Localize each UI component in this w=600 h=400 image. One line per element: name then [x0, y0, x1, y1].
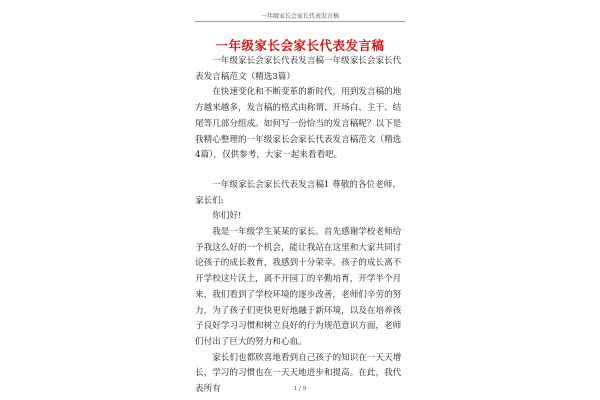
paragraph-gap [195, 164, 405, 178]
running-header: 一年级家长会家长代表发言稿 [260, 13, 339, 20]
body-paragraph: 我是一年级学生某某的家长。首先感谢学校老师给予我这么好的一个机会，能让我站在这里和大家共同讨论孩子的成长教育，我感到十分荣幸。孩子的成长离不开学校这片沃土，离不开园丁的辛勤培育，开学半个月来，我们看到了学校环境的逐步改善，老师们辛劳的努力，为了孩子们更快更好地融于新环境，以及在培养孩子良好学习习惯和树立良好的行为规范意识方面，老师们付出了巨大的努力和心血。 [195, 227, 402, 347]
speech-heading: 一年级家长会家长代表发言稿1 尊敬的各位老师、家长们: [195, 179, 401, 206]
body-paragraph: 家长们也都欣喜地看到自己孩子的知识在一天天增长，学习的习惯也在一天天地进步和提高。在此，我代表所有 [195, 352, 402, 395]
greeting: 你们好! [212, 211, 242, 222]
document-body [195, 54, 405, 398]
header-rule [195, 21, 405, 22]
body-paragraph: 在快速变化和不断变革的新时代，用到发言稿的地方越来越多，发言稿的格式由称谓、开场白、主干、结尾等几部分组成。如何写一份恰当的发言稿呢？以下是我精心整理的一年级家长会家长代表发言稿范文（精选4篇），仅供参考，大家一起来看看吧。 [195, 87, 402, 161]
page-number: 1 / 9 [293, 386, 307, 392]
document-title: 一年级家长会家长代表发言稿 [215, 38, 385, 53]
intro-paragraph: 一年级家长会家长代表发言稿一年级家长会家长代表发言稿范文（精选3篇） [195, 56, 402, 82]
